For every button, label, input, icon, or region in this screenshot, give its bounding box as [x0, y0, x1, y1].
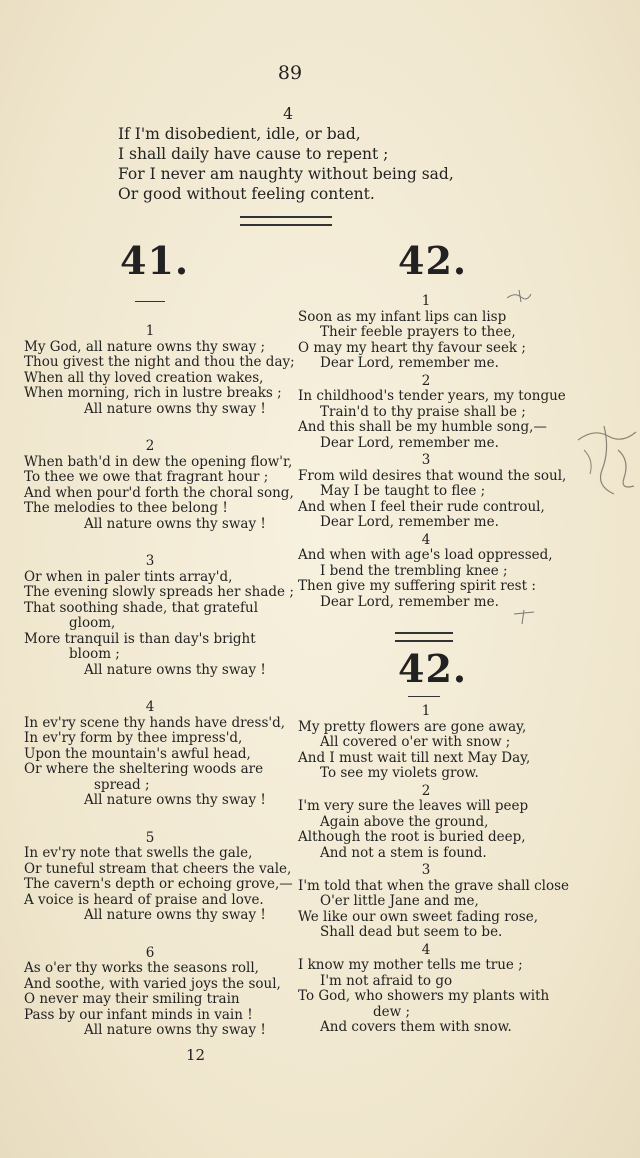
stanza-number: 4	[421, 941, 431, 958]
signature-mark: 12	[186, 1046, 206, 1064]
verse-line: O'er little Jane and me,	[320, 893, 479, 909]
verse-line: To God, who showers my plants with	[298, 988, 550, 1004]
verse-line: We like our own sweet fading rose,	[298, 908, 538, 925]
hymn-42-second-text	[298, 703, 570, 1036]
stanza-number: 3	[421, 862, 431, 878]
verse-line: Then give my suffering spirit rest :	[298, 578, 536, 594]
verse-line: More tranquil is than day's bright	[24, 630, 256, 647]
verse-line: I'm not afraid to go	[320, 972, 453, 989]
hymn-41-text	[24, 323, 295, 1039]
verse-text: That soothing shade, that grateful	[24, 599, 259, 616]
refrain-line: All nature owns thy sway !	[84, 400, 266, 417]
verse-line: And this shall be my humble song,—	[298, 419, 547, 435]
verse-line: The evening slowly spreads her shade ;	[24, 584, 294, 600]
stanza-number: 1	[421, 293, 431, 309]
verse-line: Shall dead but seem to be.	[320, 924, 503, 940]
verse-line: In childhood's tender years, my tongue	[298, 388, 566, 404]
continued-stanza	[118, 104, 478, 204]
stanza-number: 2	[421, 782, 431, 799]
verse-line: In ev'ry form by thee impress'd,	[24, 730, 243, 746]
verse-line: All covered o'er with snow ;	[320, 734, 511, 750]
pencil-scribble-icon	[574, 420, 638, 500]
verse-line: In ev'ry scene thy hands have dress'd,	[24, 714, 286, 731]
verse-line: When morning, rich in lustre breaks ;	[24, 385, 282, 401]
stanza-number: 3	[145, 553, 155, 569]
verse-line: The melodies to thee belong !	[24, 500, 228, 516]
verse-line: And soothe, with varied joys the soul,	[24, 975, 281, 992]
verse-line: My God, all nature owns thy sway ;	[24, 338, 266, 355]
verse-line: Train'd to thy praise shall be ;	[320, 403, 526, 420]
stanza-number: 3	[421, 452, 431, 468]
verse-line: In ev'ry note that swells the gale,	[24, 845, 253, 861]
verse-line: May I be taught to flee ;	[320, 483, 486, 499]
verse-line: Or tuneful stream that cheers the vale,	[24, 860, 292, 877]
hymn-42-number: 42.	[398, 238, 468, 283]
verse-line: The cavern's depth or echoing grove,—	[24, 876, 293, 892]
pencil-mark-icon	[505, 288, 533, 306]
refrain-line: All nature owns thy sway !	[84, 1022, 266, 1038]
stanza-number: 1	[421, 703, 431, 719]
verse-line: Although the root is buried deep,	[298, 829, 526, 845]
verse-line: Upon the mountain's awful head,	[24, 745, 251, 762]
verse-line: And when I feel their rude controul,	[298, 498, 545, 515]
stanza-number: 2	[421, 372, 431, 389]
heading-rule	[135, 301, 165, 302]
verse-line: Dear Lord, remember me.	[320, 514, 499, 530]
stanza-number: 4	[283, 105, 293, 123]
stanza-number: 4	[145, 699, 155, 715]
stanza-number: 6	[145, 944, 155, 961]
section-divider	[240, 216, 332, 226]
verse-line: If I'm disobedient, idle, or bad,	[118, 125, 361, 143]
verse-line: I'm very sure the leaves will peep	[298, 798, 529, 814]
verse-line: Or when in paler tints array'd,	[24, 568, 233, 585]
verse-line: When all thy loved creation wakes,	[24, 369, 264, 386]
hymn-41-number: 41.	[120, 238, 190, 283]
verse-line: Thou givest the night and thou the day;	[24, 354, 295, 370]
verse-line: My pretty flowers are gone away,	[298, 718, 527, 735]
stanza-number: 2	[145, 438, 155, 454]
verse-line: To see my violets grow.	[320, 765, 479, 781]
hymn-42-second-number: 42.	[398, 646, 468, 691]
verse-line: O never may their smiling train	[24, 991, 240, 1007]
verse-line: I'm told that when the grave shall close	[298, 877, 570, 894]
verse-line: Their feeble prayers to thee,	[320, 324, 516, 340]
verse-line: From wild desires that wound the soul,	[298, 467, 567, 484]
page-number: 89	[277, 62, 303, 84]
verse-line: And when pour'd forth the choral song,	[24, 484, 294, 501]
verse-line: Or where the sheltering woods are	[24, 761, 264, 777]
stanza-number: 4	[421, 531, 431, 548]
verse-line: I know my mother tells me true ;	[298, 957, 523, 973]
hymn-42-text	[298, 293, 567, 610]
verse-line	[24, 601, 276, 617]
verse-line: Soon as my infant lips can lisp	[298, 308, 507, 325]
refrain-line: All nature owns thy sway !	[84, 792, 266, 808]
verse-line: As o'er thy works the seasons roll,	[24, 960, 259, 976]
verse-line: Or good without feeling content.	[118, 185, 375, 203]
verse-line: And I must wait till next May Day,	[298, 749, 531, 766]
verse-line: When bath'd in dew the opening flow'r,	[24, 453, 293, 470]
verse-line: Again above the ground,	[320, 813, 489, 830]
verse-line: A voice is heard of praise and love.	[24, 891, 264, 908]
verse-line: bloom ;	[69, 646, 120, 662]
verse-line: Dear Lord, remember me.	[320, 355, 499, 371]
verse-line: And when with age's load oppressed,	[298, 547, 553, 563]
verse-line: I shall daily have cause to repent ;	[118, 145, 389, 163]
verse-line: Dear Lord, remember me.	[320, 593, 499, 610]
section-divider	[395, 632, 453, 642]
verse-line: O may my heart thy favour seek ;	[298, 339, 526, 356]
verse-line: I bend the trembling knee ;	[320, 562, 508, 579]
verse-line: dew ;	[373, 1003, 411, 1020]
verse-line: For I never am naughty without being sad,	[118, 165, 454, 183]
verse-line: And not a stem is found.	[320, 844, 487, 861]
verse-line: gloom,	[69, 615, 116, 631]
pencil-tick-icon	[512, 606, 536, 626]
verse-line: And covers them with snow.	[320, 1019, 512, 1035]
verse-line: To thee we owe that fragrant hour ;	[24, 469, 269, 485]
verse-line: Pass by our infant minds in vain !	[24, 1006, 253, 1023]
stanza-number: 1	[145, 323, 155, 339]
refrain-line: All nature owns thy sway !	[84, 907, 266, 923]
heading-rule	[408, 696, 440, 697]
verse-line: Dear Lord, remember me.	[320, 434, 499, 451]
stanza-number: 5	[145, 829, 155, 846]
verse-line: spread ;	[94, 776, 150, 793]
refrain-line: All nature owns thy sway !	[84, 661, 266, 678]
refrain-line: All nature owns thy sway !	[84, 515, 266, 532]
